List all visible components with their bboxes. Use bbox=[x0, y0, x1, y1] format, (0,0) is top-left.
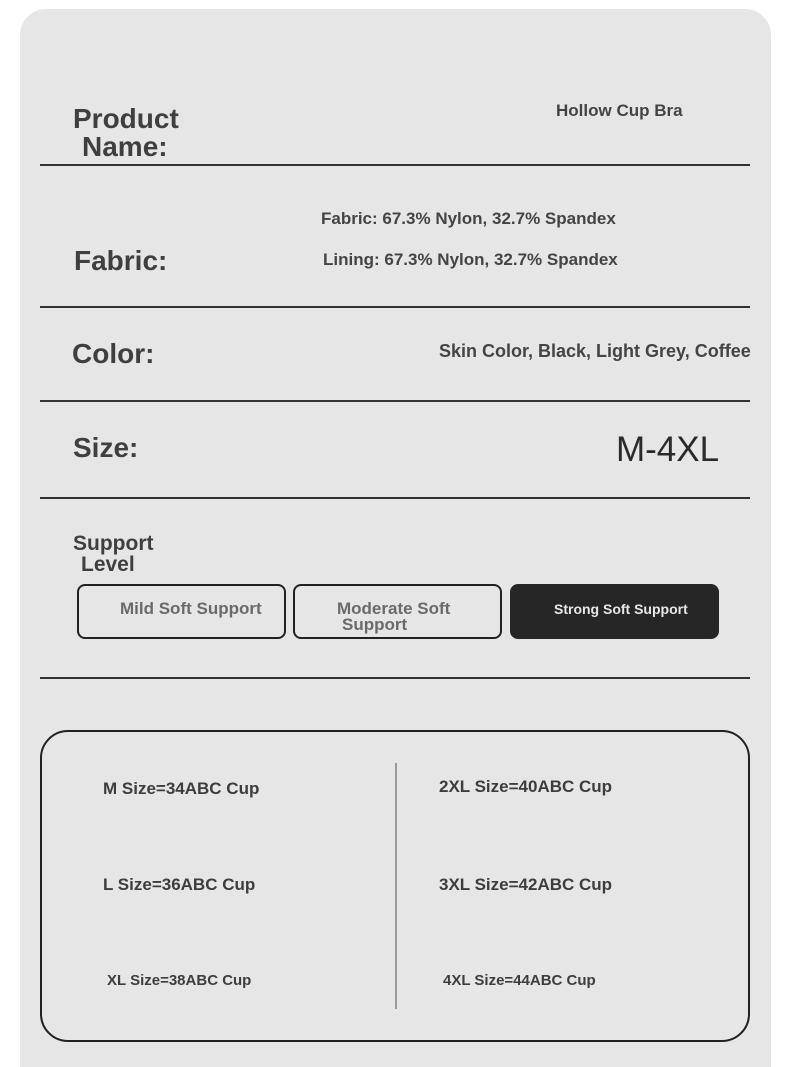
size-value: M-4XL bbox=[616, 430, 720, 469]
size-chart-item: XL Size=38ABC Cup bbox=[107, 972, 252, 989]
lining-line: Lining: 67.3% Nylon, 32.7% Spandex bbox=[323, 250, 618, 269]
strong-soft-support-label: Strong Soft Support bbox=[554, 601, 688, 617]
product-name-value: Hollow Cup Bra bbox=[556, 101, 683, 120]
mild-soft-support-button[interactable] bbox=[77, 584, 286, 639]
size-chart bbox=[40, 730, 750, 1042]
support-level-label bbox=[73, 533, 153, 575]
support-level-label-line1: Support bbox=[73, 532, 154, 555]
moderate-soft-support-label-line2: Support bbox=[342, 615, 408, 634]
mild-soft-support-label: Mild Soft Support bbox=[120, 599, 262, 618]
support-level-label-line2: Level bbox=[81, 553, 135, 576]
divider bbox=[40, 306, 750, 308]
strong-soft-support-button[interactable] bbox=[510, 584, 719, 639]
color-label: Color: bbox=[72, 338, 155, 369]
size-chart-item: L Size=36ABC Cup bbox=[103, 875, 256, 894]
size-chart-item: 2XL Size=40ABC Cup bbox=[439, 777, 613, 796]
product-spec-card bbox=[20, 9, 771, 1067]
fabric-line: Fabric: 67.3% Nylon, 32.7% Spandex bbox=[321, 209, 616, 228]
product-name-label-line1: Product bbox=[73, 103, 179, 134]
moderate-soft-support-button[interactable] bbox=[293, 584, 502, 639]
divider bbox=[40, 677, 750, 679]
product-name-label bbox=[73, 105, 179, 161]
size-chart-item: 4XL Size=44ABC Cup bbox=[443, 972, 596, 989]
color-value: Skin Color, Black, Light Grey, Coffee bbox=[439, 341, 751, 361]
divider bbox=[40, 400, 750, 402]
fabric-label: Fabric: bbox=[74, 245, 168, 276]
size-chart-separator bbox=[395, 763, 397, 1009]
moderate-soft-support-label-line1: Moderate Soft bbox=[337, 599, 451, 618]
size-label: Size: bbox=[73, 432, 139, 463]
size-chart-item: M Size=34ABC Cup bbox=[103, 779, 260, 798]
divider bbox=[40, 497, 750, 499]
size-chart-item: 3XL Size=42ABC Cup bbox=[439, 875, 613, 894]
product-name-label-line2: Name: bbox=[82, 131, 168, 162]
divider bbox=[40, 164, 750, 166]
